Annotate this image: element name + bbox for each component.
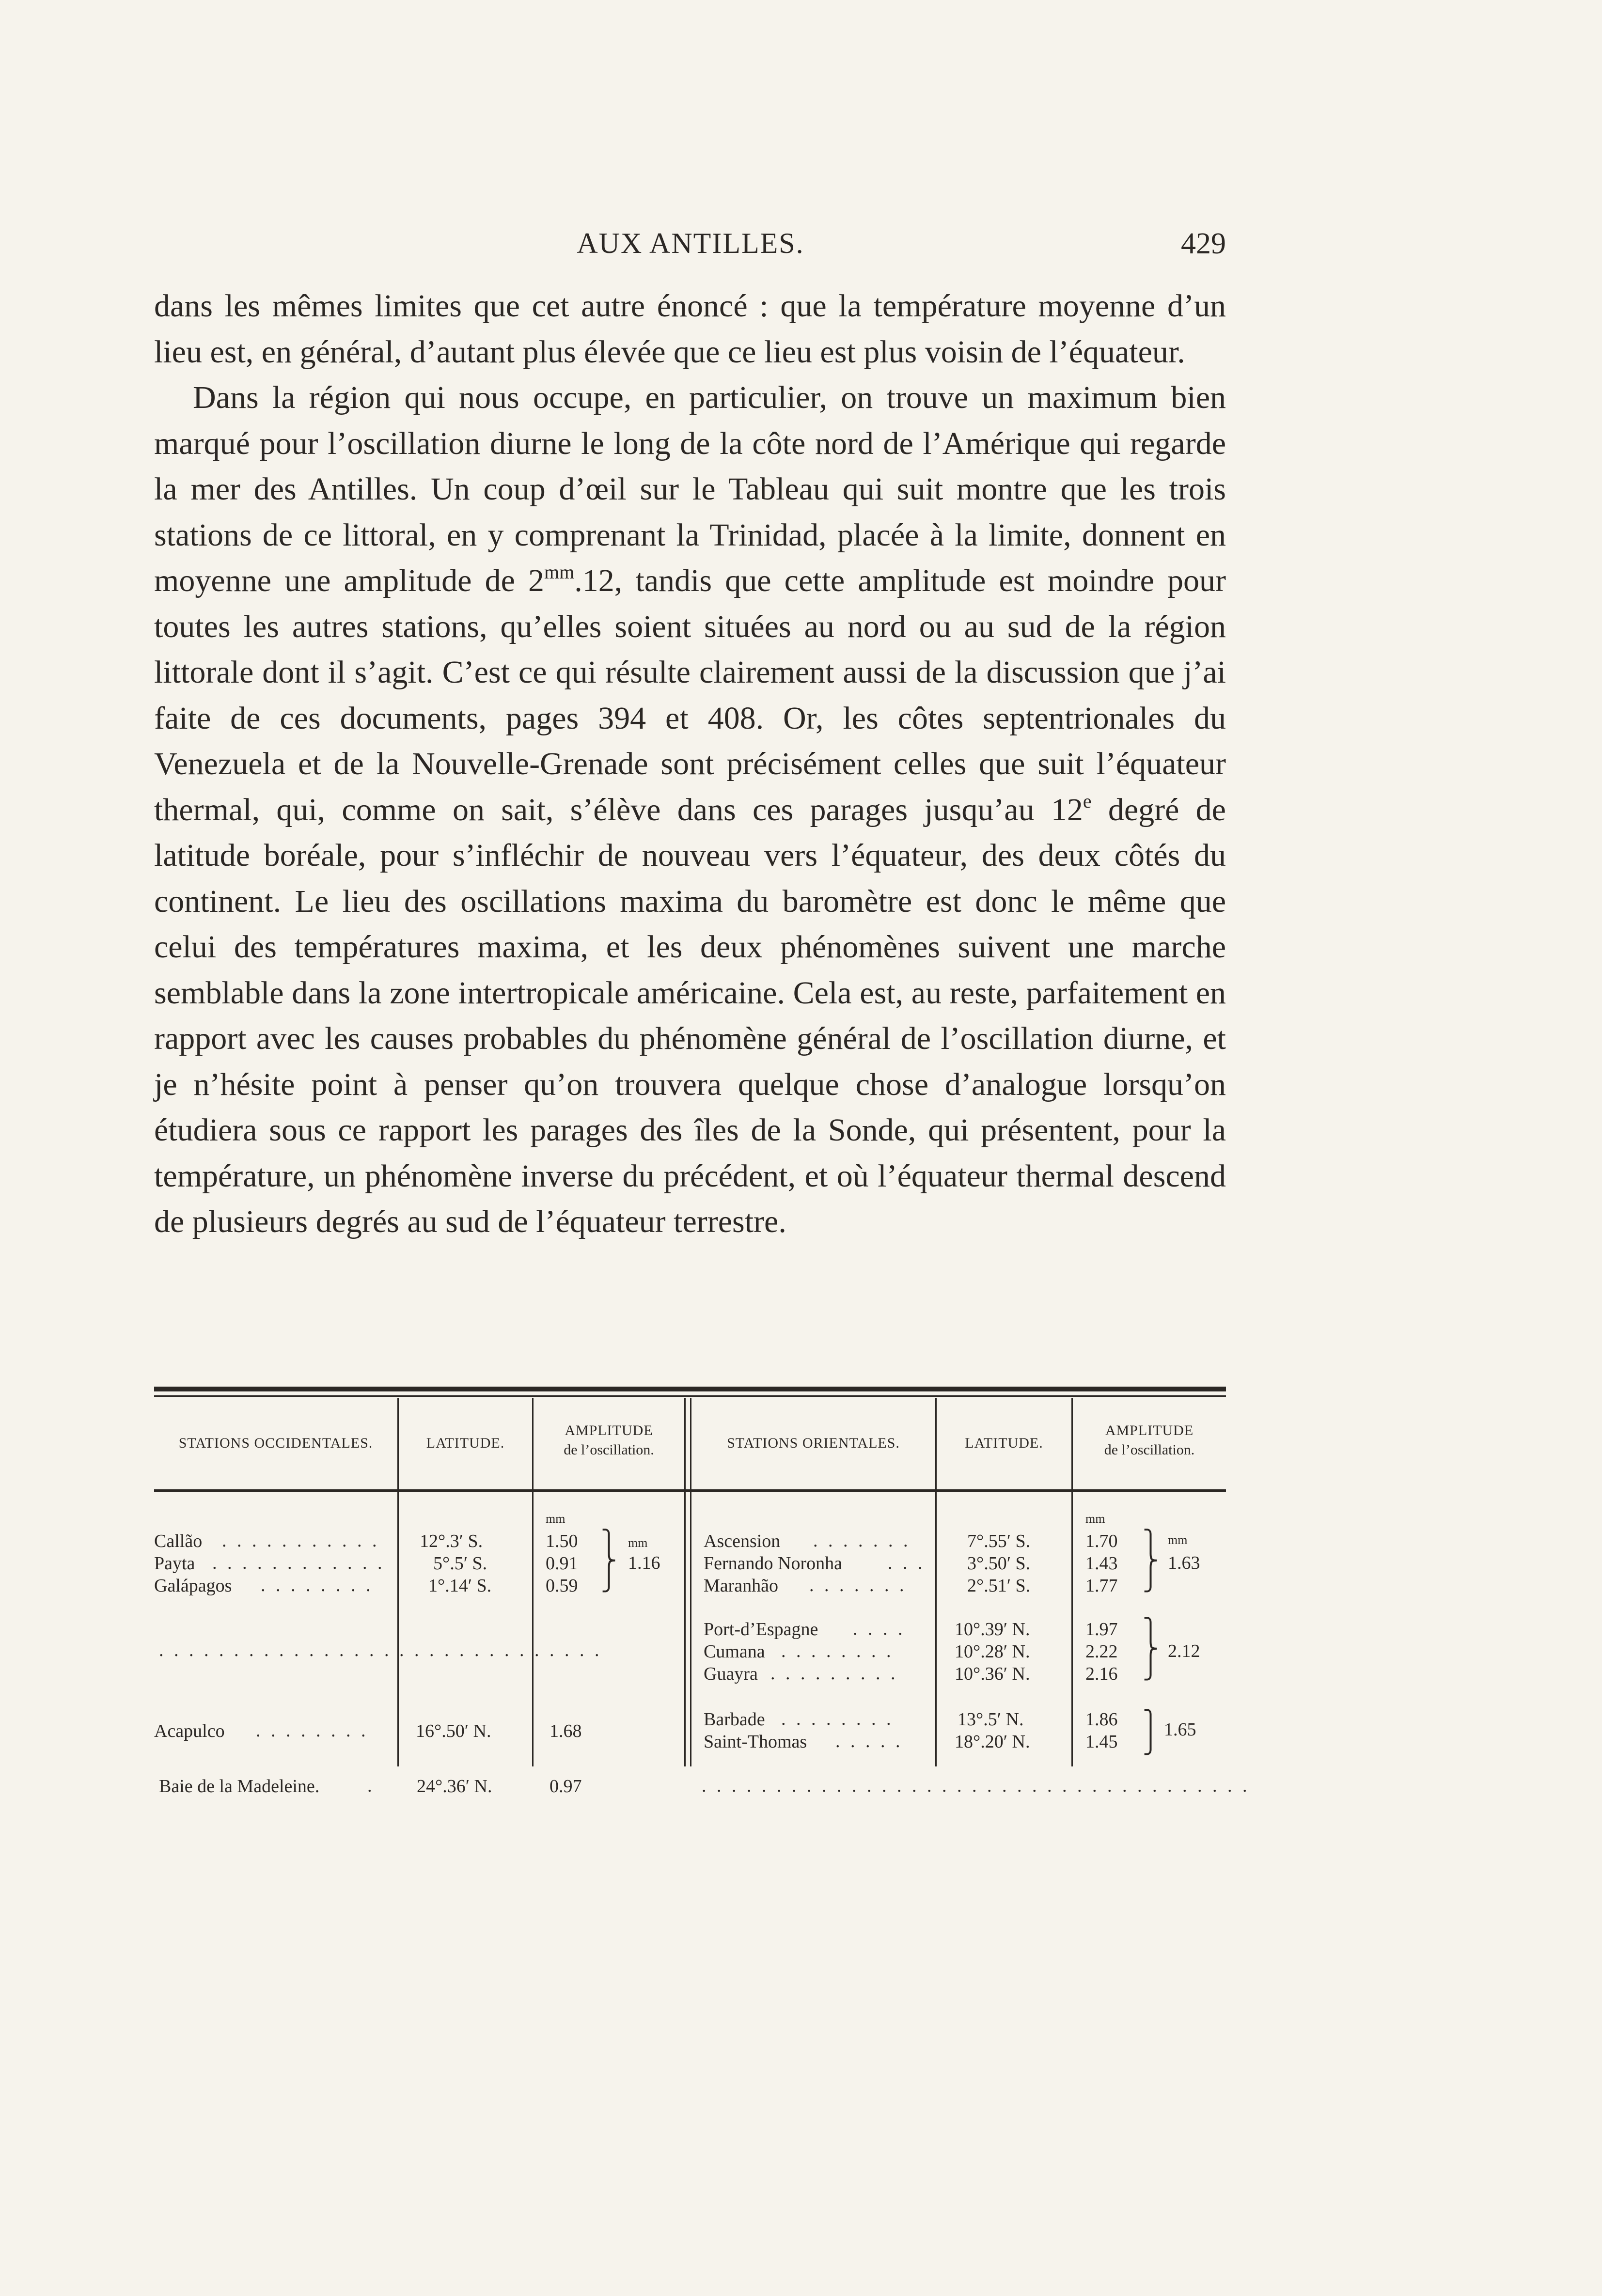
west-latitude: 16°.50′ N. <box>416 1721 491 1741</box>
west-station-name: Callão <box>154 1531 203 1551</box>
west-latitude: 24°.36′ N. <box>417 1776 492 1796</box>
amplitude-label: AMPLITUDE <box>565 1422 653 1438</box>
amplitude-label: AMPLITUDE <box>1105 1422 1194 1438</box>
page-number: 429 <box>1181 227 1226 260</box>
east-group-mean: 1.65 <box>1164 1719 1196 1740</box>
east-latitude: 10°.36′ N. <box>955 1664 1030 1684</box>
dot-leader: . . . . . . . <box>813 1531 911 1551</box>
east-amplitude: 1.77 <box>1085 1576 1118 1596</box>
paragraph-2 <box>154 375 1226 1245</box>
dot-leader: . . . . . . . . <box>261 1575 374 1595</box>
paragraph-1: dans les mêmes limites que cet autre énoncé : que la température moyenne d’un lieu est, en général, d’autant plus élevée que ce lieu est plus voisin de l’équateur. <box>154 288 1226 370</box>
dot-leader: . . . . . . . . . <box>770 1663 898 1684</box>
dot-leader: . . . <box>888 1553 926 1573</box>
column-divider <box>684 1398 686 1766</box>
page-header <box>155 227 1226 266</box>
column-divider <box>935 1398 937 1766</box>
amplitude-sublabel: de l’oscillation. <box>1104 1442 1195 1458</box>
east-latitude: 13°.5′ N. <box>958 1709 1024 1730</box>
west-group-mean: 1.16 <box>628 1553 660 1573</box>
east-latitude: 7°.55′ S. <box>967 1531 1031 1551</box>
dot-leader: . . . . . . . . <box>256 1720 369 1741</box>
paragraph-2-part-c: degré de latitude boréale, pour s’infléchir de nouveau vers l’équateur, des deux côtés du continent. Le lieu des oscillations maxima du baromètre est donc le même que celui des températures maxima, et les deux phénomènes suivent une marche semblable dans la zone intertropicale américaine. Cela est, au reste, parfaitement en rapport avec les causes probables du phénomène général de l’oscillation diurne, et je n’hésite point à penser qu’on trouvera quelque chose d’analogue lorsqu’on étudiera sous ce rapport les parages des îles de la Sonde, qui présentent, pour la température, un phénomène inverse du précédent, et où l’équateur thermal descend de plusieurs degrés au sud de l’équateur terrestre. <box>154 792 1226 1239</box>
west-station-name: Acapulco <box>154 1721 225 1741</box>
west-amplitude: 0.97 <box>550 1776 582 1796</box>
group-brace: ⎫ ⎭ <box>1143 1710 1159 1755</box>
east-amplitude: 1.43 <box>1085 1553 1118 1574</box>
dot-leader: . . . . . . . . <box>781 1709 894 1729</box>
east-amplitude: 1.45 <box>1085 1732 1118 1752</box>
unit-superscript: mm <box>544 561 575 583</box>
dot-leader: . . . . . . . . <box>781 1641 894 1661</box>
west-station-name: Galápagos <box>154 1576 232 1596</box>
header-west-amplitude <box>534 1422 684 1458</box>
east-station-name: Guayra <box>704 1664 758 1684</box>
header-west-latitude: LATITUDE. <box>426 1435 505 1451</box>
east-station-name: Fernando Noronha <box>704 1553 842 1574</box>
east-group-mean: 2.12 <box>1168 1641 1200 1661</box>
west-amplitude: 1.50 <box>546 1531 578 1551</box>
dot-leader: . . . . . . . . . . . . . . . . . . . . . . . . . . . . . . <box>159 1640 602 1660</box>
header-east-amplitude <box>1073 1422 1226 1458</box>
east-latitude: 18°.20′ N. <box>955 1732 1030 1752</box>
oscillation-table <box>154 1387 1250 1823</box>
table-top-rule-thin <box>154 1395 1226 1397</box>
group-brace: ⎫ ⎬ ⎭ <box>1143 1530 1159 1592</box>
header-west-stations: STATIONS OCCIDENTALES. <box>178 1435 373 1451</box>
amplitude-sublabel: de l’oscillation. <box>564 1442 654 1458</box>
header-east-latitude: LATITUDE. <box>965 1435 1043 1451</box>
east-amplitude: 2.22 <box>1085 1641 1118 1662</box>
west-latitude: 5°.5′ S. <box>433 1553 487 1574</box>
dot-leader: . <box>367 1776 375 1796</box>
west-amplitude: 1.68 <box>550 1721 582 1741</box>
dot-leader: . . . . <box>853 1619 906 1639</box>
east-station-name: Saint-Thomas <box>704 1732 807 1752</box>
west-amplitude: 0.91 <box>546 1553 578 1574</box>
dot-leader: . . . . . . . . . . . . <box>212 1553 385 1573</box>
east-amplitude: 1.86 <box>1085 1709 1118 1730</box>
unit-label-mm: mm <box>628 1536 648 1550</box>
dot-leader: . . . . . . . . . . . <box>222 1531 380 1551</box>
unit-label-mm: mm <box>1168 1533 1188 1547</box>
east-station-name: Maranhão <box>704 1576 779 1596</box>
east-latitude: 10°.39′ N. <box>955 1619 1030 1640</box>
east-station-name: Port-d’Espagne <box>704 1619 818 1640</box>
header-east-stations: STATIONS ORIENTALES. <box>727 1435 900 1451</box>
dot-leader: . . . . . . . . . . . . . . . . . . . . . . . . . . . . . . . . . . . . . <box>702 1776 1250 1796</box>
column-divider <box>397 1398 399 1766</box>
east-latitude: 2°.51′ S. <box>967 1576 1031 1596</box>
column-divider-double <box>690 1398 691 1766</box>
east-amplitude: 2.16 <box>1085 1664 1118 1684</box>
west-latitude: 12°.3′ S. <box>420 1531 483 1551</box>
west-latitude: 1°.14′ S. <box>428 1576 492 1596</box>
paragraph-2-part-b: .12, tandis que cette amplitude est moindre pour toutes les autres stations, qu’elles soient situées au nord ou au sud de la région littorale dont il s’agit. C’est ce qui résulte clairement aussi de la discussion que j’ai faite de ces documents, pages 394 et 408. Or, les côtes septentrionales du Venezuela et de la Nouvelle-Grenade sont précisément celles que suit l’équateur thermal, qui, comme on sait, s’élève dans ces parages jusqu’au 12 <box>154 563 1226 828</box>
ordinal-superscript: e <box>1083 790 1092 812</box>
east-amplitude: 1.70 <box>1085 1531 1118 1551</box>
unit-label-mm: mm <box>1085 1512 1105 1526</box>
east-group-mean: 1.63 <box>1168 1553 1200 1573</box>
east-amplitude: 1.97 <box>1085 1619 1118 1640</box>
west-station-name: Payta <box>154 1553 195 1574</box>
running-head: AUX ANTILLES. <box>577 227 804 259</box>
east-station-name: Ascension <box>704 1531 781 1551</box>
east-latitude: 10°.28′ N. <box>955 1641 1030 1662</box>
east-latitude: 3°.50′ S. <box>967 1553 1031 1574</box>
body-text <box>154 283 1226 1245</box>
paragraph-2-part-a: Dans la région qui nous occupe, en particulier, on trouve un maximum bien marqué pour l’oscillation diurne le long de la côte nord de l’Amérique qui regarde la mer des Antilles. Un coup d’œil sur le Tableau qui suit montre que les trois stations de ce littoral, en y comprenant la Trinidad, placée à la limite, donnent en moyenne une amplitude de 2 <box>154 380 1226 598</box>
table-top-rule <box>154 1387 1226 1391</box>
dot-leader: . . . . . . . <box>809 1575 907 1595</box>
group-brace: ⎫ ⎬ ⎭ <box>601 1530 617 1592</box>
west-amplitude: 0.59 <box>546 1576 578 1596</box>
group-brace: ⎫ ⎬ ⎭ <box>1143 1618 1159 1680</box>
unit-label-mm: mm <box>546 1512 565 1526</box>
east-station-name: Cumana <box>704 1641 765 1662</box>
east-station-name: Barbade <box>704 1709 765 1730</box>
dot-leader: . . . . . <box>835 1731 903 1751</box>
west-station-name: Baie de la Madeleine. <box>159 1776 320 1796</box>
